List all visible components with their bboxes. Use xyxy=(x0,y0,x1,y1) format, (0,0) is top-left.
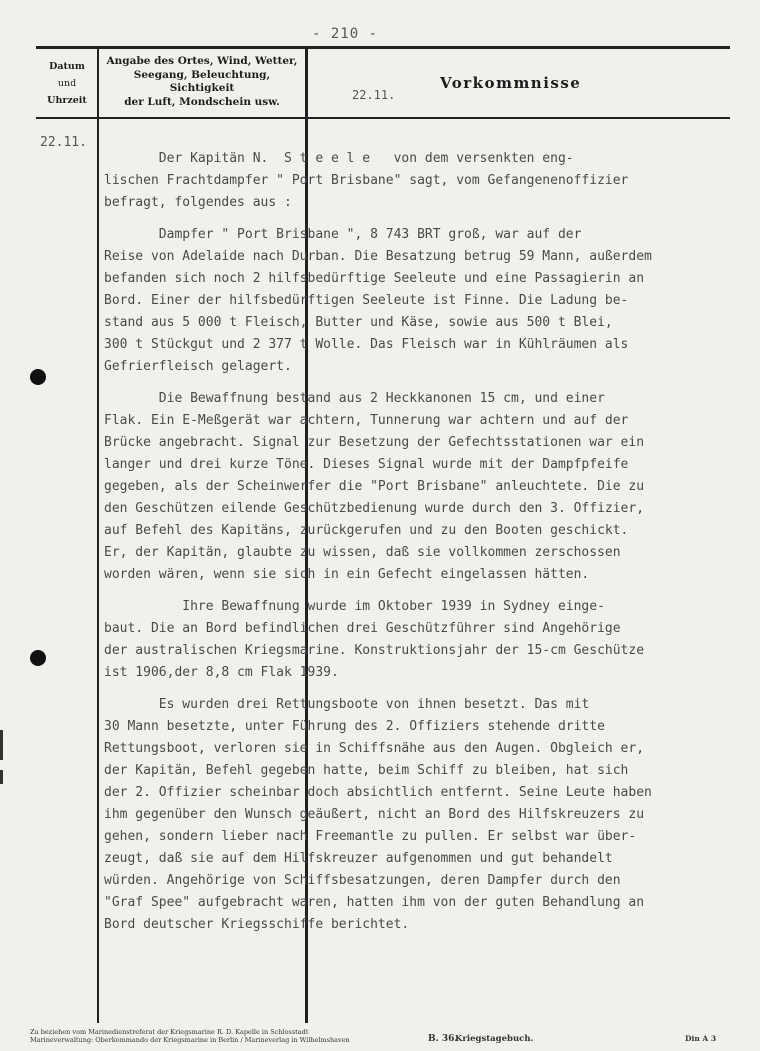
scan-edge-mark xyxy=(0,730,3,760)
punch-hole xyxy=(30,650,46,666)
column-divider-date xyxy=(97,46,99,1023)
text-line: befanden sich noch 2 hilfsbedürftige Seeleute und eine Passagierin an xyxy=(104,271,645,286)
text-line: der 2. Offizier scheinbar doch absichtlich entfernt. Seine Leute haben xyxy=(104,785,652,800)
page-number: - 210 - xyxy=(311,26,378,42)
footer-publisher-line: Zu beziehen vom Marinedienstreferat der Kriegsmarine R. D. Kapelle in Schlosstadt xyxy=(30,1028,309,1036)
text-line: den Geschützen eilende Geschützbedienung wurde durch den 3. Offizier, xyxy=(104,501,645,516)
text-line: Brücke angebracht. Signal zur Besetzung der Gefechtsstationen war ein xyxy=(104,435,645,450)
header-top-rule xyxy=(36,46,730,49)
header-events: Vorkommnisse xyxy=(440,74,582,92)
punch-hole xyxy=(30,369,46,385)
text-line: der australischen Kriegsmarine. Konstruktionsjahr der 15-cm Geschütze xyxy=(104,643,645,658)
text-line: Rettungsboot, verloren sie in Schiffsnähe aus den Augen. Obgleich er, xyxy=(104,741,645,756)
text-line: ihm gegenüber den Wunsch geäußert, nicht an Bord des Hilfskreuzers zu xyxy=(104,807,645,822)
text-line: ist 1906,der 8,8 cm Flak 1939. xyxy=(104,665,339,680)
paper-format: Din A 3 xyxy=(685,1034,717,1043)
text-line: Reise von Adelaide nach Durban. Die Besatzung betrug 59 Mann, außerdem xyxy=(104,249,652,264)
scan-edge-mark xyxy=(0,770,3,784)
text-line: würden. Angehörige von Schiffsbesatzungen, deren Dampfer durch den xyxy=(104,873,621,888)
form-code: B. 36. xyxy=(428,1034,458,1044)
text-line: langer und drei kurze Töne. Dieses Signal wurde mit der Dampfpfeife xyxy=(104,457,629,472)
header-location-weather: Angabe des Ortes, Wind, Wetter, Seegang, Beleuchtung, Sichtigkeit der Luft, Mondschein usw. xyxy=(106,55,298,108)
text-line: lischen Frachtdampfer " Port Brisbane" sagt, vom Gefangenenoffizier xyxy=(104,173,629,188)
text-line: worden wären, wenn sie sich in ein Gefecht eingelassen hätten. xyxy=(104,567,590,582)
text-line: Gefrierfleisch gelagert. xyxy=(104,359,292,374)
text-line: auf Befehl des Kapitäns, zurückgerufen und zu den Booten geschickt. xyxy=(104,523,629,538)
header-bottom-rule xyxy=(36,117,730,119)
text-line: baut. Die an Bord befindlichen drei Geschützführer sind Angehörige xyxy=(104,621,621,636)
text-line: "Graf Spee" aufgebracht waren, hatten ihm von der guten Behandlung an xyxy=(104,895,645,910)
text-line: gegeben, als der Scheinwerfer die "Port Brisbane" anleuchtete. Die zu xyxy=(104,479,645,494)
text-line: Der Kapitän N. S t e e l e von dem versenkten eng- xyxy=(104,151,574,166)
text-line: 300 t Stückgut und 2 377 t Wolle. Das Fleisch war in Kühlräumen als xyxy=(104,337,629,352)
text-line: Es wurden drei Rettungsboote von ihnen besetzt. Das mit xyxy=(104,697,590,712)
entry-date: 22.11. xyxy=(40,135,87,150)
text-line: Bord deutscher Kriegsschiffe berichtet. xyxy=(104,917,410,932)
text-line: Dampfer " Port Brisbane ", 8 743 BRT groß, war auf der xyxy=(104,227,582,242)
log-entry-text xyxy=(104,148,744,936)
text-line: zeugt, daß sie auf dem Hilfskreuzer aufgenommen und gut behandelt xyxy=(104,851,613,866)
text-line: Flak. Ein E-Meßgerät war achtern, Tunnerung war achtern und auf der xyxy=(104,413,629,428)
text-line: 30 Mann besetzte, unter Führung des 2. Offiziers stehende dritte xyxy=(104,719,605,734)
form-title: Kriegstagebuch. xyxy=(455,1034,534,1044)
header-date-time: Datum und Uhrzeit xyxy=(47,61,87,106)
text-line: Die Bewaffnung bestand aus 2 Heckkanonen 15 cm, und einer xyxy=(104,391,605,406)
text-line: Er, der Kapitän, glaubte zu wissen, daß sie vollkommen zerschossen xyxy=(104,545,621,560)
text-line: der Kapitän, Befehl gegeben hatte, beim Schiff zu bleiben, hat sich xyxy=(104,763,629,778)
text-line: stand aus 5 000 t Fleisch, Butter und Käse, sowie aus 500 t Blei, xyxy=(104,315,613,330)
text-line: Ihre Bewaffnung wurde im Oktober 1939 in Sydney einge- xyxy=(104,599,605,614)
text-line: gehen, sondern lieber nach Freemantle zu pullen. Er selbst war über- xyxy=(104,829,637,844)
text-line: befragt, folgendes aus : xyxy=(104,195,292,210)
header-entry-date: 22.11. xyxy=(352,88,396,102)
text-line: Bord. Einer der hilfsbedürftigen Seeleute ist Finne. Die Ladung be- xyxy=(104,293,629,308)
footer-publisher-line: Marineverwaltung: Oberkommando der Kriegsmarine in Berlin / Marineverlag in Wilhelmshaven xyxy=(30,1036,350,1044)
